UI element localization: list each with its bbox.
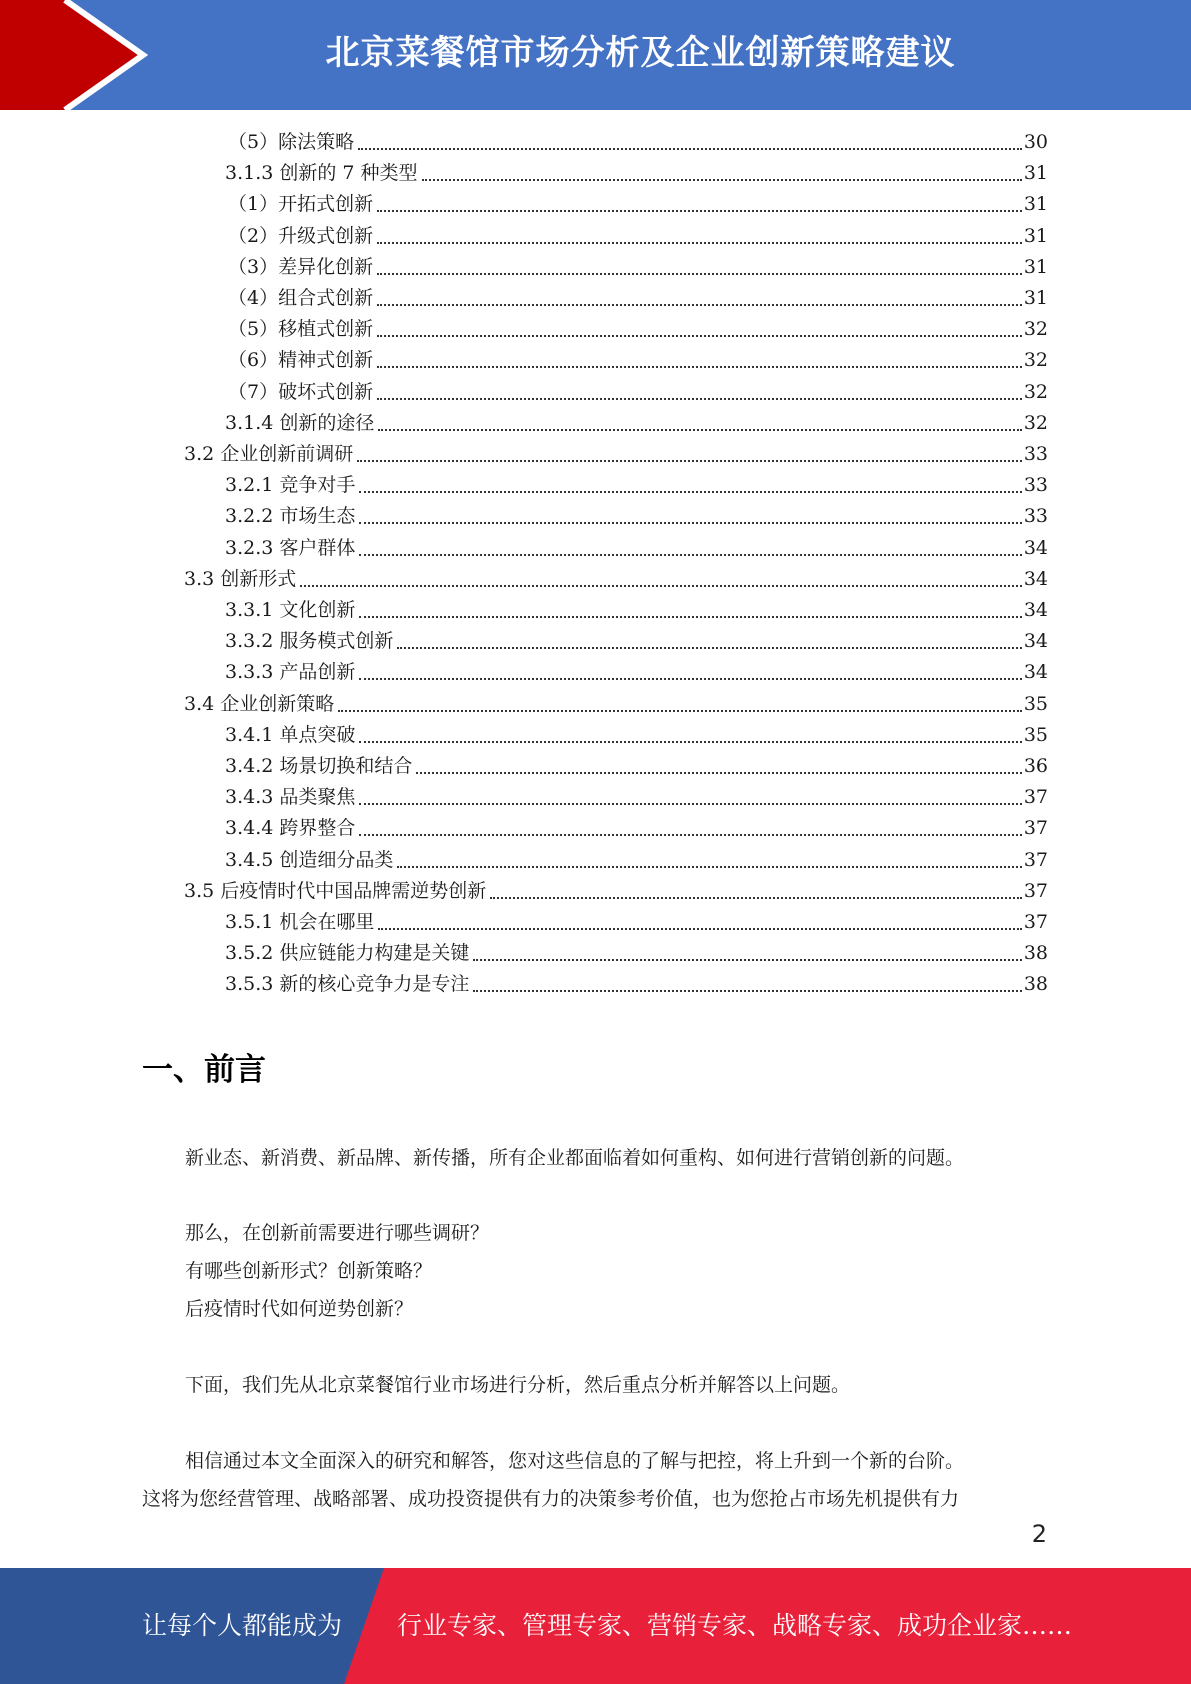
toc-dot-leader	[473, 959, 1021, 961]
toc-entry[interactable]	[225, 813, 1048, 844]
toc-dot-leader	[359, 554, 1021, 556]
toc-entry-page: 35	[1023, 723, 1048, 746]
toc-entry-title: （1）开拓式创新	[228, 193, 374, 216]
toc-entry-title: 3.4.5 创造细分品类	[225, 848, 394, 871]
toc-entry[interactable]	[184, 689, 1048, 720]
toc-entry[interactable]	[225, 938, 1048, 969]
toc-dot-leader	[359, 616, 1021, 618]
toc-entry-title: （7）破坏式创新	[228, 380, 374, 403]
toc-entry-page: 37	[1023, 848, 1048, 871]
toc-entry[interactable]	[225, 626, 1048, 657]
toc-entry[interactable]	[225, 408, 1048, 439]
toc-entry-page: 31	[1023, 224, 1048, 247]
toc-entry-title: 3.3.1 文化创新	[225, 599, 356, 621]
toc-entry-page: 34	[1023, 536, 1048, 559]
toc-entry[interactable]	[225, 158, 1048, 189]
toc-entry[interactable]	[184, 876, 1048, 907]
toc-dot-leader	[397, 866, 1021, 868]
toc-dot-leader	[377, 210, 1022, 212]
toc-dot-leader	[359, 803, 1021, 805]
toc-entry-page: 33	[1023, 474, 1048, 497]
toc-dot-leader	[359, 678, 1021, 680]
toc-entry-page: 32	[1023, 411, 1048, 434]
toc-dot-leader	[397, 647, 1021, 649]
toc-entry[interactable]	[225, 501, 1048, 532]
toc-entry-title: 3.3 创新形式	[184, 567, 297, 590]
toc-entry[interactable]	[228, 283, 1048, 314]
toc-entry[interactable]	[184, 564, 1048, 595]
toc-entry[interactable]	[228, 345, 1048, 376]
toc-entry-page: 31	[1023, 193, 1048, 216]
toc-entry-page: 34	[1023, 599, 1048, 621]
toc-entry-title: （5）除法策略	[228, 131, 355, 153]
page-number: 2	[1031, 1520, 1047, 1548]
toc-entry-page: 38	[1023, 942, 1048, 965]
toc-entry-title: 3.4.4 跨界整合	[225, 817, 356, 840]
toc-dot-leader	[359, 522, 1021, 524]
toc-dot-leader	[473, 990, 1021, 992]
toc-entry-title: 3.5.2 供应链能力构建是关键	[225, 942, 470, 965]
page-header	[0, 0, 1191, 110]
toc-entry-page: 33	[1023, 443, 1048, 465]
toc-dot-leader	[377, 366, 1022, 368]
toc-entry-title: （4）组合式创新	[228, 287, 374, 309]
toc-entry[interactable]	[228, 221, 1048, 252]
toc-entry[interactable]	[228, 314, 1048, 345]
toc-entry[interactable]	[228, 377, 1048, 408]
toc-entry[interactable]	[225, 845, 1048, 876]
toc-entry-page: 37	[1023, 817, 1048, 840]
toc-entry-page: 32	[1023, 380, 1048, 403]
toc-entry-title: 3.5.1 机会在哪里	[225, 911, 375, 933]
toc-entry-title: （5）移植式创新	[228, 318, 374, 341]
toc-entry-title: 3.5.3 新的核心竞争力是专注	[225, 973, 470, 996]
toc-entry-title: （6）精神式创新	[228, 349, 374, 372]
toc-entry-page: 31	[1023, 287, 1048, 309]
toc-entry-title: 3.4.1 单点突破	[225, 723, 356, 746]
toc-dot-leader	[416, 772, 1021, 774]
toc-entry[interactable]	[225, 782, 1048, 813]
toc-entry[interactable]	[184, 439, 1048, 470]
toc-entry-title: 3.1.3 创新的 7 种类型	[225, 162, 418, 185]
toc-dot-leader	[338, 710, 1022, 712]
toc-entry-page: 34	[1023, 567, 1048, 590]
toc-dot-leader	[300, 585, 1022, 587]
page-footer	[0, 1568, 1191, 1684]
toc-entry-title: 3.1.4 创新的途径	[225, 411, 375, 434]
toc-entry[interactable]	[228, 127, 1048, 158]
toc-entry[interactable]	[225, 657, 1048, 688]
question-line: 那么，在创新前需要进行哪些调研？	[185, 1222, 490, 1244]
toc-entry[interactable]	[228, 252, 1048, 283]
toc-entry-page: 37	[1023, 786, 1048, 809]
toc-entry-title: 3.4.2 场景切换和结合	[225, 755, 413, 777]
toc-dot-leader	[378, 928, 1021, 930]
toc-dot-leader	[422, 179, 1022, 181]
toc-entry-page: 34	[1023, 661, 1048, 684]
toc-entry-page: 34	[1023, 630, 1048, 653]
toc-entry-page: 33	[1023, 505, 1048, 528]
toc-entry-title: 3.5 后疫情时代中国品牌需逆势创新	[184, 879, 487, 902]
toc-entry[interactable]	[225, 595, 1048, 626]
toc-dot-leader	[358, 148, 1022, 150]
body-paragraph: 下面，我们先从北京菜餐馆行业市场进行分析，然后重点分析并解答以上问题。	[185, 1374, 851, 1396]
toc-entry-title: 3.2.1 竞争对手	[225, 474, 356, 497]
toc-entry-page: 36	[1023, 755, 1048, 777]
toc-entry-page: 32	[1023, 349, 1048, 372]
toc-entry[interactable]	[228, 189, 1048, 220]
toc-entry-title: 3.3.3 产品创新	[225, 661, 356, 684]
toc-entry-page: 30	[1023, 131, 1048, 153]
toc-entry-page: 31	[1023, 162, 1048, 185]
toc-dot-leader	[378, 429, 1021, 431]
toc-entry-title: 3.2.3 客户群体	[225, 536, 356, 559]
toc-dot-leader	[377, 304, 1022, 306]
intro-paragraph: 新业态、新消费、新品牌、新传播，所有企业都面临着如何重构、如何进行营销创新的问题。	[185, 1147, 965, 1169]
toc-entry[interactable]	[225, 751, 1048, 782]
toc-entry-title: 3.2 企业创新前调研	[184, 443, 354, 465]
toc-entry-title: 3.4.3 品类聚焦	[225, 786, 356, 809]
question-line: 有哪些创新形式？创新策略？	[185, 1260, 433, 1282]
toc-entry-title: 3.4 企业创新策略	[184, 692, 335, 715]
toc-entry-page: 37	[1023, 879, 1048, 902]
toc-dot-leader	[357, 460, 1022, 462]
toc-entry[interactable]	[225, 969, 1048, 1000]
toc-entry-title: （3）差异化创新	[228, 255, 374, 278]
toc-entry[interactable]	[225, 470, 1048, 501]
document-title: 北京菜餐馆市场分析及企业创新策略建议	[325, 33, 956, 73]
question-line: 后疫情时代如何逆势创新？	[185, 1298, 414, 1320]
toc-entry-title: 3.3.2 服务模式创新	[225, 630, 394, 653]
body-paragraph: 相信通过本文全面深入的研究和解答，您对这些信息的了解与把控，将上升到一个新的台阶。	[185, 1450, 965, 1472]
toc-entry-page: 37	[1023, 911, 1048, 933]
toc-dot-leader	[490, 897, 1022, 899]
section-heading: 一、前言	[142, 1052, 266, 1088]
toc-dot-leader	[359, 741, 1021, 743]
footer-slogan-right: 行业专家、管理专家、营销专家、战略专家、成功企业家……	[397, 1611, 1073, 1640]
toc-entry-page: 35	[1023, 692, 1048, 715]
toc-dot-leader	[377, 273, 1022, 275]
toc-entry-title: 3.2.2 市场生态	[225, 505, 356, 528]
toc-entry[interactable]	[225, 907, 1048, 938]
footer-slogan-left: 让每个人都能成为	[142, 1611, 343, 1640]
body-paragraph: 这将为您经营管理、战略部署、成功投资提供有力的决策参考价值，也为您抢占市场先机提供有力	[142, 1488, 960, 1510]
toc-entry-page: 38	[1023, 973, 1048, 996]
toc-dot-leader	[359, 834, 1021, 836]
toc-entry[interactable]	[225, 533, 1048, 564]
toc-dot-leader	[377, 335, 1022, 337]
toc-dot-leader	[377, 398, 1022, 400]
toc-dot-leader	[377, 242, 1022, 244]
toc-entry-page: 31	[1023, 255, 1048, 278]
toc-entry-page: 32	[1023, 318, 1048, 341]
toc-entry[interactable]	[225, 720, 1048, 751]
toc-entry-title: （2）升级式创新	[228, 224, 374, 247]
toc-dot-leader	[359, 491, 1021, 493]
